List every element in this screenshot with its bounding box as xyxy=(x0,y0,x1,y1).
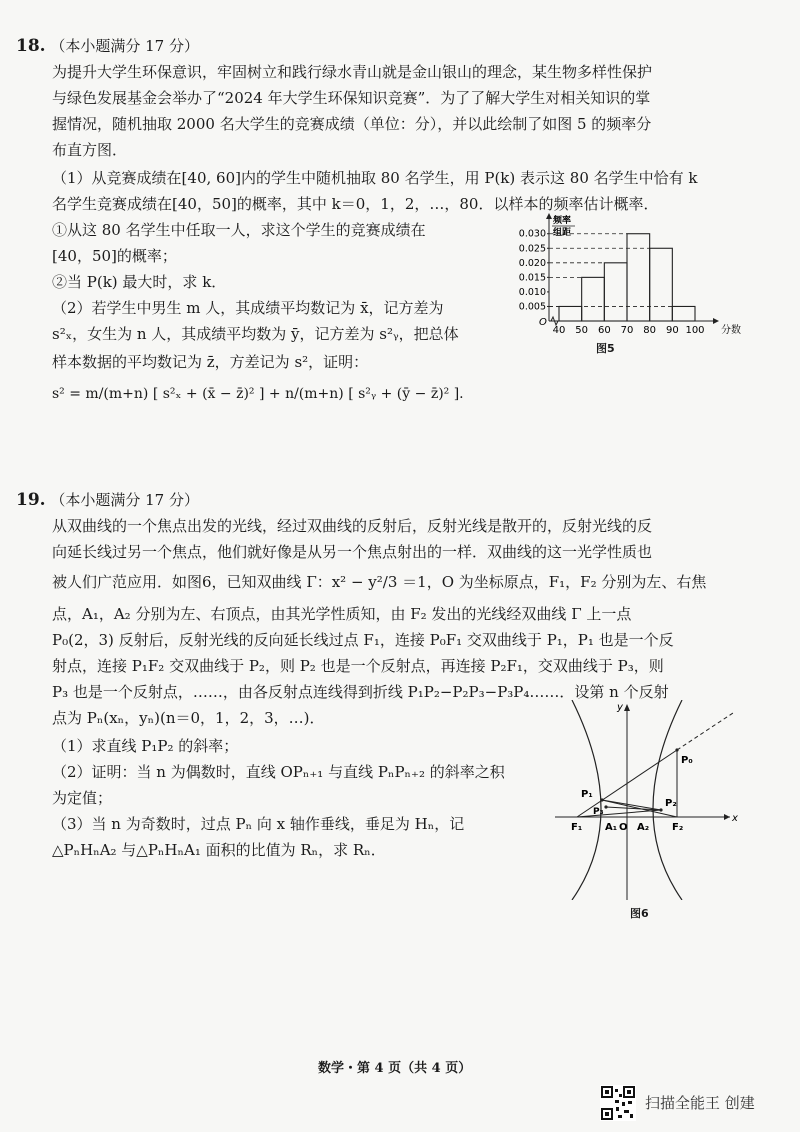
point-p2 xyxy=(659,808,662,811)
q18-line-10: s²ₓ，女生为 n 人，其成绩平均数为 ȳ，记方差为 s²ᵧ，把总体 xyxy=(52,325,459,343)
label-f1: F₁ xyxy=(571,822,583,833)
q18-line-4: （1）从竞赛成绩在[40, 60]内的学生中随机抽取 80 名学生，用 P(k) 表示这 80 名学生中恰有 k xyxy=(52,169,698,187)
hist-bar xyxy=(604,263,627,321)
label-y: y xyxy=(617,702,623,713)
hist-xtick-label: 60 xyxy=(597,325,611,335)
q19-line-12: △PₙHₙA₂ 与△PₙHₙA₁ 面积的比值为 Rₙ，求 Rₙ． xyxy=(52,841,386,859)
q18-formula: s² = m/(m+n) [ s²ₓ + (x̄ − z̄)² ] + n/(m+n) [ s²ᵧ + (ȳ − z̄)² ]. xyxy=(52,386,464,402)
page-footer: 数学・第 4 页（共 4 页） xyxy=(318,1061,472,1076)
q18-line-5: 名学生竞赛成绩在[40，50]的概率，其中 k＝0，1，2，…，80．以样本的频率估计概率． xyxy=(52,195,659,213)
q18-number: 18. xyxy=(16,36,46,56)
hist-x-arrow xyxy=(713,318,719,324)
hist-xtick-label: 70 xyxy=(620,325,634,335)
hist-y-arrow xyxy=(546,213,552,219)
label-a1: A₁ xyxy=(605,822,618,833)
hist-xlabel: 分数 xyxy=(721,325,741,335)
q19-number: 19. xyxy=(16,490,46,510)
hist-origin-label: O xyxy=(539,317,547,328)
hist-bar xyxy=(650,248,673,321)
q19-line-9: （2）证明：当 n 为偶数时，直线 OPₙ₊₁ 与直线 PₙPₙ₊₂ 的斜率之积 xyxy=(52,763,505,781)
q19-line-2: 被人们广范应用．如图6，已知双曲线 Γ：x² − y²/3 ＝1，O 为坐标原点，F₁，F₂ 分别为左、右焦 xyxy=(52,573,707,591)
hyperbola-left-branch xyxy=(572,700,601,900)
label-x: x xyxy=(732,813,738,824)
x-axis-arrow xyxy=(724,814,730,820)
hist-ytick-label: 0.025 xyxy=(518,243,546,255)
hist-ylabel-bottom: 组距 xyxy=(553,228,572,238)
label-a2: A₂ xyxy=(637,822,650,833)
q19-line-7: 点为 Pₙ(xₙ，yₙ)(n＝0，1，2，3，…)． xyxy=(52,709,325,727)
q19-line-5: 射点，连接 P₁F₂ 交双曲线于 P₂，则 P₂ 也是一个反射点，再连接 P₂F₁，交双曲线于 P₃，则 xyxy=(52,657,664,675)
hist-xtick-label: 50 xyxy=(575,325,589,335)
hist-ylabel-top: 频率 xyxy=(553,216,572,226)
label-p3: P₃ xyxy=(593,807,604,817)
q19-line-6: P₃ 也是一个反射点，……，由各反射点连线得到折线 P₁P₂−P₂P₃−P₃P₄……．设第 n 个反射 xyxy=(52,683,669,701)
q19-points: （本小题满分 17 分） xyxy=(50,491,199,509)
hist-xtick-label: 100 xyxy=(685,325,705,335)
label-p2: P₂ xyxy=(665,798,677,809)
hist-ytick-label: 0.030 xyxy=(518,228,546,240)
hist-ytick-label: 0.010 xyxy=(518,286,546,298)
label-p0: P₀ xyxy=(681,755,693,766)
q18-header xyxy=(16,36,199,56)
q19-line-3: 点，A₁，A₂ 分别为左、右顶点，由其光学性质知，由 F₂ 发出的光线经双曲线 Γ 上一点 xyxy=(52,605,632,623)
ray-reflect-dashed xyxy=(677,713,733,750)
hist-bar xyxy=(582,277,605,321)
q19-line-8: （1）求直线 P₁P₂ 的斜率； xyxy=(52,737,239,755)
hist-ytick-label: 0.015 xyxy=(518,272,546,284)
q18-line-0: 为提升大学生环保意识，牢固树立和践行绿水青山就是金山银山的理念，某生物多样性保护 xyxy=(52,63,653,81)
label-p1: P₁ xyxy=(581,789,593,800)
q18-line-3: 布直方图． xyxy=(52,141,128,159)
label-f2: F₂ xyxy=(672,822,684,833)
hist-xtick-label: 40 xyxy=(552,325,566,335)
q19-line-10: 为定值； xyxy=(52,789,113,807)
histogram-figure5 xyxy=(505,205,745,335)
q18-line-7: [40，50]的概率； xyxy=(52,247,177,265)
q19-line-1: 向延长线过另一个焦点，他们就好像是从另一个焦点射出的一样．双曲线的这一光学性质也 xyxy=(52,543,653,561)
figure6-caption: 图6 xyxy=(630,907,649,920)
q18-line-11: 样本数据的平均数记为 z̄，方差记为 s²，证明： xyxy=(52,353,369,371)
hist-bar xyxy=(672,306,695,321)
point-p1 xyxy=(600,798,603,801)
q18-line-2: 握情况，随机抽取 2000 名大学生的竞赛成绩（单位：分），并以此绘制了如图 5 的频率分 xyxy=(52,115,652,133)
ray-p2-f1 xyxy=(577,810,661,817)
hist-ytick-label: 0.020 xyxy=(518,257,546,269)
hist-bar xyxy=(559,306,582,321)
q19-line-0: 从双曲线的一个焦点出发的光线，经过双曲线的反射后，反射光线是散开的，反射光线的反 xyxy=(52,517,653,535)
figure5-caption: 图5 xyxy=(596,342,615,355)
hist-xtick-label: 90 xyxy=(665,325,679,335)
hyperbola-figure6 xyxy=(555,700,755,900)
q18-line-9: （2）若学生中男生 m 人，其成绩平均数记为 x̄，记方差为 xyxy=(52,299,444,317)
label-o: O xyxy=(619,822,628,833)
q18-line-8: ②当 P(k) 最大时，求 k． xyxy=(52,273,227,291)
point-p0 xyxy=(675,748,678,751)
hist-xtick-label: 80 xyxy=(643,325,657,335)
q19-header xyxy=(16,490,199,510)
q18-line-6: ①从这 80 名学生中任取一人，求这个学生的竞赛成绩在 xyxy=(52,221,426,239)
q18-points: （本小题满分 17 分） xyxy=(50,37,199,55)
scanner-watermark: 扫描全能王 创建 xyxy=(645,1094,755,1112)
y-axis-arrow xyxy=(624,704,630,711)
qr-code-icon xyxy=(600,1085,636,1121)
hist-ytick-label: 0.005 xyxy=(518,301,546,313)
hist-bar xyxy=(627,234,650,321)
q18-line-1: 与绿色发展基金会举办了“2024 年大学生环保知识竞赛”．为了了解大学生对相关知识的掌 xyxy=(52,89,651,107)
q19-line-4: P₀(2，3) 反射后，反射光线的反向延长线过点 F₁，连接 P₀F₁ 交双曲线于 P₁，P₁ 也是一个反 xyxy=(52,631,674,649)
point-p3 xyxy=(604,805,607,808)
q19-line-11: （3）当 n 为奇数时，过点 Pₙ 向 x 轴作垂线，垂足为 Hₙ，记 xyxy=(52,815,465,833)
